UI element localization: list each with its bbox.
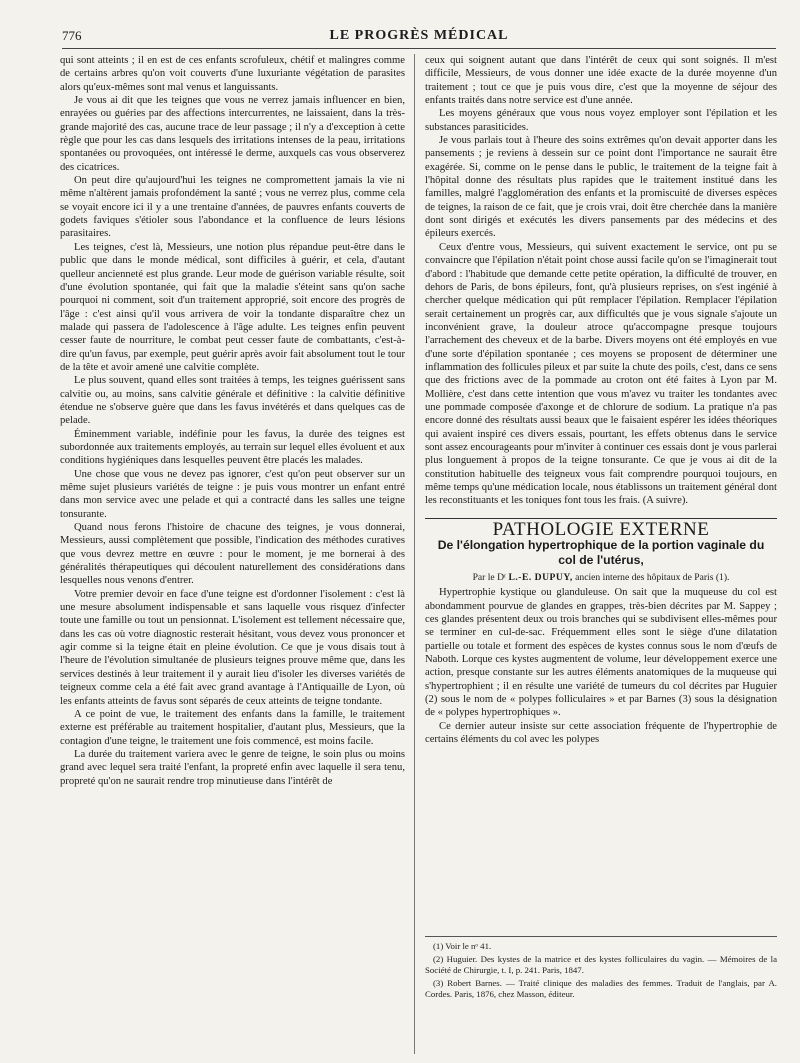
page-header — [62, 26, 776, 49]
paragraph: Ce dernier auteur insiste sur cette association fréquente de l'hypertrophie de certains éléments du col avec les polypes — [425, 720, 777, 746]
paragraph: La durée du traitement variera avec le genre de teigne, le soin plus ou moins grand avec lequel sera traité l'enfant, la propreté enfin avec laquelle il sera tenu, propreté qu'on ne saurait rendre trop minutieuse dans l'intérêt de — [60, 748, 405, 787]
paragraph: Les moyens généraux que vous nous voyez employer sont l'épilation et les substances parasiticides. — [425, 108, 777, 133]
paragraph: ceux qui soignent autant que dans l'intérêt de ceux qui sont soignés. Il m'est difficile, Messieurs, de vous donner une idée exacte de la durée moyenne d'un traitement ; tout ce que je puis vous dire, c'est que la moyenne de séjour des enfants traités dans notre service est d'une année. — [425, 55, 777, 107]
paragraph: Votre premier devoir en face d'une teigne est d'ordonner l'isolement : c'est là une mesure absolument indispensable et sans laquelle vous risquez d'infecter toute une famille ou tout un pensionnat. L'isolement est tellement nécessaire que, dans les cas où votre diagnostic resterait hésitant, vous devez vous prononcer et agir comme si la teigne était en pleine évolution. Ce que je vous disais tout à l'heure de l'évolution simultanée de plusieurs teignes prouve même que, dans les services destinés à leur traitement il y aurait lieu d'isoler les diverses variétés de teigneux comme cela a été fait avec grand avantage à l'Antiquaille de Lyon, où les enfants atteints de favus sont séparés de ceux atteints de teigne tondante. — [60, 588, 405, 707]
paragraph: Je vous ai dit que les teignes que vous ne verrez jamais influencer en bien, enrayées ou guéries par des affections intercurrentes, ne laissaient, dans la très-grande majorité des cas, aucune trace de leur passage ; il n'y a d'exception à cette règle que pour les cas dans lesquels des irritations intenses de la peau, irritations spontanées ou provoquées, ont intéressé le derme, auxquels cas vous observerez des cicatrices. — [60, 95, 405, 173]
left-column — [60, 54, 405, 1054]
paragraph: Éminemment variable, indéfinie pour les favus, la durée des teignes est subordonnée aux traitements employés, au terrain sur lequel elles évoluent et aux conditions hygiéniques dans lesquelles peuvent être placés les malades. — [60, 428, 405, 467]
author-name: L.-E. DUPUY, — [508, 572, 573, 584]
paragraph: On peut dire qu'aujourd'hui les teignes ne compromettent jamais la vie ni même n'altèrent jamais profondément la santé ; vous ne verrez plus, comme cela se voyait encore ici il y a une trentaine d'années, de pauvres enfants couverts de godets faviques s'étioler sous l'abondance et la confluence de leurs lésions parasitaires. — [60, 175, 405, 240]
page-number: 776 — [62, 28, 82, 43]
byline-prefix: Par le Dʳ — [472, 572, 509, 584]
paragraph: qui sont atteints ; il en est de ces enfants scrofuleux, chétif et malingres comme de certains arbres qu'on voit couverts d'une luxuriante végétation de parasites alors qu'eux-mêmes sont mal venus et languissants. — [60, 55, 405, 93]
paragraph: Hypertrophie kystique ou glanduleuse. On sait que la muqueuse du col est abondamment pourvue de glandes en grappes, très-bien décrites par M. Sappey ; ces glandes présentent deux ou trois branches qui se subdivisent elles-mêmes pour se terminer en cul-de-sac. Fréquemment elles sont le siège d'une dilatation partielle ou totale et forment des espèces de kystes connus sous le nom d'œufs de Naboth. Lorque ces kystes augmentent de volume, leur développement exerce une action, presque constante sur les autres éléments anatomiques de la muqueuse qui s'hypertrophient ; il en résulte une variété de tumeurs du col décrites par Huguier (2) sous le nom de « polypes folliculaires » et par Barnes (3) sous la désignation de « polypes hypertrophiques ». — [425, 587, 777, 719]
paragraph: Les teignes, c'est là, Messieurs, une notion plus répandue peut-être dans le public que dans le monde médical, sont difficiles à guérir, et cela, d'autant quelleur ancienneté est plus grande. Leur mode de guérison variable résulte, soit d'une évolution spontanée, qui fait que la maladie s'éteint sans qu'on sache pourquoi ni comment, soit d'un traitement approprié, soit encore des progrès de l'âge : c'est ainsi qu'il vous arrivera de voir la tondante disparaître chez un malade qui passera de l'adolescence à l'âge adulte. Les teignes enfin peuvent cesser faute de nourriture, le combat peut cesser faute de combattants, c'est-à-dire qu'un favus, par exemple, peut guérir après avoir fait absolument tout le tour de la tête et avoir amené une calvitie complète. — [60, 241, 405, 373]
column-divider — [414, 54, 415, 1054]
paragraph: Le plus souvent, quand elles sont traitées à temps, les teignes guérissent sans calvitie ou, au moins, sans calvitie générale et définitive : la calvitie définitive étendue ne s'observe guère que dans les favus invétérés et dans quelques cas de pelade. — [60, 375, 405, 427]
article-title: De l'élongation hypertrophique de la portion vaginale du col de l'utérus, — [437, 538, 765, 568]
paragraph: Ceux d'entre vous, Messieurs, qui suivent exactement le service, ont pu se convaincre que l'épilation n'était point chose aussi facile qu'on se l'imaginerait tout d'abord : l'habitude que demande cette petite opération, la difficulté de trouver, en dehors de Paris, de bons épileurs, font, qu'à plusieurs reprises, on s'est ingénié à chercher quelque médication qui pût remplacer l'épilation. Remplacer l'épilation serait certainement un progrès car, aux difficultés que je vous signale s'ajoute un inconvénient grave, la douleur atroce qu'accompagne presque toujours l'arrachement des cheveux et de la barbe. Divers moyens ont été employés en vue d'une sorte d'épilation spontanée ; ces moyens se proposent de déterminer une inflammation des follicules pileux et par suite la chute des poils, c'est, dans ce sens que des frictions avec de la pommade au croton ont été faites à Lyon par M. Mollière, c'est dans cette intention que vous m'avez vu traiter les tondantes avec une pommade composée d'axonge et de chlorure de sodium. La pratique n'a pas encore donné des résultats aussi beaux que le faisaient espérer les idées théoriques qui avaient inspiré ces divers essais, pourtant, les effets obtenus dans le service sont assez encourageants pour m'inviter à continuer ces essais dont je vous parlerai plus longuement à propos de la teigne tonsurante. Ce que je vous ai dit de la constitution habituelle des teigneux vous fait comprendre pourquoi toujours, en même temps qu'une médication locale, nous établissons un traitement général dont les reconstituants et les toniques font tous les frais. (A suivre). — [425, 241, 777, 507]
journal-title: LE PROGRÈS MÉDICAL — [329, 28, 509, 43]
right-column — [425, 54, 777, 1054]
footnote: (1) Voir le nᵒ 41. — [433, 941, 492, 951]
byline — [425, 571, 777, 584]
footnote: (2) Huguier. Des kystes de la matrice et des kystes folliculaires du vagin. — Mémoires de la Société de Chirurgie, t. I, p. 241. Paris, 1847. — [425, 953, 777, 976]
paragraph: A ce point de vue, le traitement des enfants dans la famille, le traitement externe est préférable au traitement hospitalier, d'autant plus, Messieurs, que la contagion d'une teigne, le traitement une fois commencé, est moins facile. — [60, 708, 405, 747]
footnote: (3) Robert Barnes. — Traité clinique des maladies des femmes. Traduit de l'anglais, par A. Cordes. Paris, 1876, chez Masson, éditeur. — [425, 977, 777, 1000]
paragraph: Une chose que vous ne devez pas ignorer, c'est qu'on peut observer sur un même sujet plusieurs variétés de teigne : je puis vous montrer un enfant entré dans mon service avec une pelade et qui a contracté dans les salles une teigne tonsurante. — [60, 468, 405, 520]
paragraph: Je vous parlais tout à l'heure des soins extrêmes qu'on devait apporter dans les pansements ; je reviens à dessein sur ce point dont l'importance ne saurait être exagérée. Si, comme on le pense dans le public, le traitement de la teigne fait à l'hôpital donne des résultats plus rapides que le traitement institué dans les familles, malgré l'agglomération des enfants et la promiscuité de diverses espèces de teignes, la raison de ce fait, que je crois vrai, doit être cherchée dans la manière dont sont dirigés et exécutés les divers pansements par des médecins et des épileurs exercés. — [425, 135, 777, 240]
byline-suffix: ancien interne des hôpitaux de Paris (1). — [572, 572, 730, 584]
section-title: PATHOLOGIE EXTERNE — [425, 518, 777, 536]
footnotes — [425, 936, 777, 1002]
paragraph: Quand nous ferons l'histoire de chacune des teignes, je vous donnerai, Messieurs, aussi complètement que possible, l'indication des méthodes curatives que vous devrez mettre en œuvre : pour le moment, je me bornerai à des généralités thérapeutiques qui découlent naturellement des considérations dans lesquelles nous venons d'entrer. — [60, 522, 405, 587]
